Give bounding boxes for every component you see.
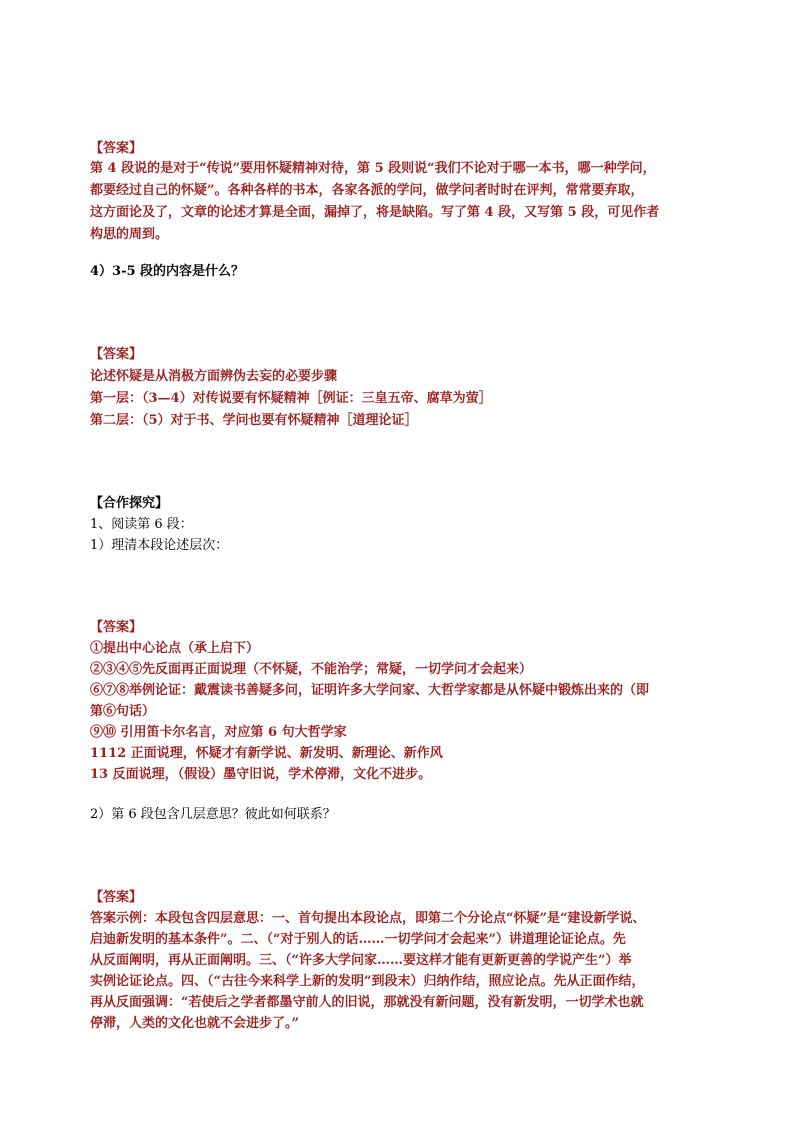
answer-text-line: 构思的周到。 [90,227,169,242]
answer-label: 【答案】 [90,890,143,905]
answer-text-line: 第一层：（3—4）对传说要有怀疑精神［例证：三皇五帝、腐草为萤］ [90,391,492,406]
question-text: 4）3-5 段的内容是什么？ [90,264,245,279]
answer-text-line: 论述怀疑是从消极方面辨伪去妄的必要步骤 [90,369,338,384]
answer-label: 【答案】 [90,347,143,362]
answer-text-line: ①提出中心论点（承上启下） [90,641,260,656]
question-text: 2）第 6 段包含几层意思？彼此如何联系？ [90,807,336,822]
answer-text-line: 第⑥句话） [90,704,156,719]
answer-text-line: ⑨⑩ 引用笛卡尔名言，对应第 6 句大哲学家 [90,725,347,740]
answer-text-line: ⑥⑦⑧举例论证：戴震读书善疑多问，证明许多大学问家、大哲学家都是从怀疑中锻炼出来的（即 [90,683,650,698]
answer-label: 【答案】 [90,141,143,156]
answer-text-line: 启迪新发明的基本条件”。二、（“对于别人的话……一切学问才会起来”）讲道理论证论点。先 [90,932,626,947]
question-text: 1）理清本段论述层次： [90,538,229,553]
answer-text-line: 第二层：（5）对于书、学问也要有怀疑精神［道理论证］ [90,413,418,428]
answer-text-line: 再从反面强调：“若使后之学者都墨守前人的旧说，那就没有新问题，没有新发明，一切学术也就 [90,995,644,1010]
answer-text-line: 实例论证论点。四、（“古往今来科学上新的发明”到段末）归纳作结，照应论点。先从正面作结， [90,974,645,989]
answer-text-line: 13 反面说理，（假设）墨守旧说，学术停滞，文化不进步。 [90,767,432,782]
item-text: 1、阅读第 6 段： [90,517,193,532]
answer-text-line: 第 4 段说的是对于“传说”要用怀疑精神对待，第 5 段则说“我们不论对于哪一本书，哪一种学问， [90,161,656,176]
answer-text-line: ②③④⑤先反面再正面说理（不怀疑，不能治学；常疑，一切学问才会起来） [90,662,533,677]
answer-text-line: 都要经过自己的怀疑”。各种各样的书本，各家各派的学问，做学问者时时在评判，常常要弃取， [90,183,644,198]
section-title: 【合作探究】 [90,496,169,511]
answer-text-line: 这方面论及了，文章的论述才算是全面，漏掉了，将是缺陷。写了第 4 段，又写第 5 段，可见作者 [90,205,660,220]
answer-text-line: 答案示例：本段包含四层意思：一、首句提出本段论点，即第二个分论点“怀疑”是“建设新学说、 [90,911,646,926]
answer-text-line: 停滞，人类的文化也就不会进步了。” [90,1016,299,1031]
answer-label: 【答案】 [90,620,143,635]
answer-text-line: 从反面阐明，再从正面阐明。三、（“许多大学问家……要这样才能有更新更善的学说产生”）举 [90,953,632,968]
answer-text-line: 1112 正面说理，怀疑才有新学说、新发明、新理论、新作风 [90,746,443,761]
